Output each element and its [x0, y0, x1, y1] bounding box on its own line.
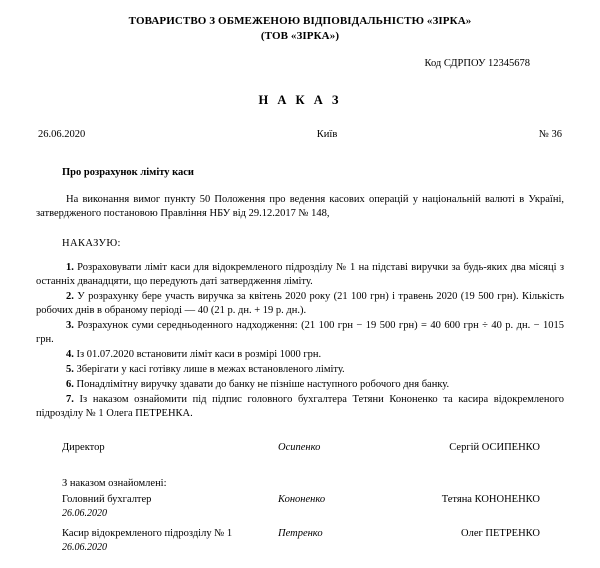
order-item: 2. У розрахунку бере участь виручка за квітень 2020 року (21 100 грн) і травень 2020 (19 500 грн). Кількість робочих днів в обраному періоді — 40 (21 р. дн. + 19 р. дн.).	[36, 290, 564, 316]
document-number: № 36	[538, 129, 562, 141]
document-preamble: На виконання вимог пункту 50 Положення про ведення касових операцій у національній валюті в Україні, затвердженого постановою Правління НБУ від 29.12.2017 № 148,	[36, 194, 564, 220]
organization-title	[36, 14, 564, 44]
order-item: 7. Із наказом ознайомити під підпис головного бухгалтера Тетяни Кононенко та касира відокремленого підрозділу № 1 Олега ПЕТРЕНКА.	[36, 394, 564, 420]
document-city: Київ	[316, 129, 338, 141]
document-subject: Про розрахунок ліміту каси	[62, 166, 194, 178]
signature-row	[36, 527, 564, 554]
order-items-list	[36, 261, 564, 422]
document-date: 26.06.2020	[38, 129, 86, 141]
acknowledgement-heading: З наказом ознайомлені:	[62, 477, 167, 489]
accountant-role-label: Головний бухгалтер	[62, 494, 152, 506]
order-item: 1. Розраховувати ліміт каси для відокремленого підрозділу № 1 на підставі виручки за будь-яких два місяці з останніх дванадцяти, що передують даті затвердження ліміту.	[36, 261, 564, 287]
edrpou-code: Код СДРПОУ 12345678	[424, 57, 530, 69]
director-role: Директор	[62, 442, 105, 454]
accountant-date: 26.06.2020	[62, 507, 107, 519]
cashier-role-label: Касир відокремленого підрозділу № 1	[62, 528, 233, 540]
cashier-signature: Петренко	[278, 528, 323, 540]
signature-spacer	[36, 520, 564, 524]
accountant-name: Тетяна КОНОНЕНКО	[441, 494, 540, 506]
signature-row	[36, 441, 564, 454]
order-keyword: НАКАЗУЮ:	[62, 238, 121, 250]
order-item: 6. Понадлімітну виручку здавати до банку не пізніше наступного робочого дня банку.	[66, 379, 450, 391]
director-signature-block	[36, 441, 564, 454]
accountant-signature: Кононенко	[278, 494, 326, 506]
document-heading: Н А К А З	[258, 93, 342, 108]
order-item: 5. Зберігати у касі готівку лише в межах встановленого ліміту.	[66, 364, 345, 375]
accountant-role	[36, 493, 278, 520]
cashier-name: Олег ПЕТРЕНКО	[461, 528, 540, 540]
cashier-date: 26.06.2020	[62, 541, 107, 553]
order-item: 4. Із 01.07.2020 встановити ліміт каси в розмірі 1000 грн.	[66, 348, 322, 360]
document-meta-row	[36, 128, 564, 141]
signature-row	[36, 493, 564, 520]
director-signature: Осипенко	[278, 442, 321, 454]
organization-title-line2: (ТОВ «ЗІРКА»)	[260, 29, 340, 42]
cashier-role	[36, 527, 278, 554]
organization-title-line1: ТОВАРИСТВО З ОБМЕЖЕНОЮ ВІДПОВІДАЛЬНІСТЮ «ЗІРКА»	[128, 15, 472, 27]
director-name: Сергій ОСИПЕНКО	[449, 442, 540, 454]
order-item: 3. Розрахунок суми середньоденного надходження: (21 100 грн − 19 500 грн) = 40 600 грн ÷ 40 р. дн. − 1015 грн.	[36, 319, 564, 345]
